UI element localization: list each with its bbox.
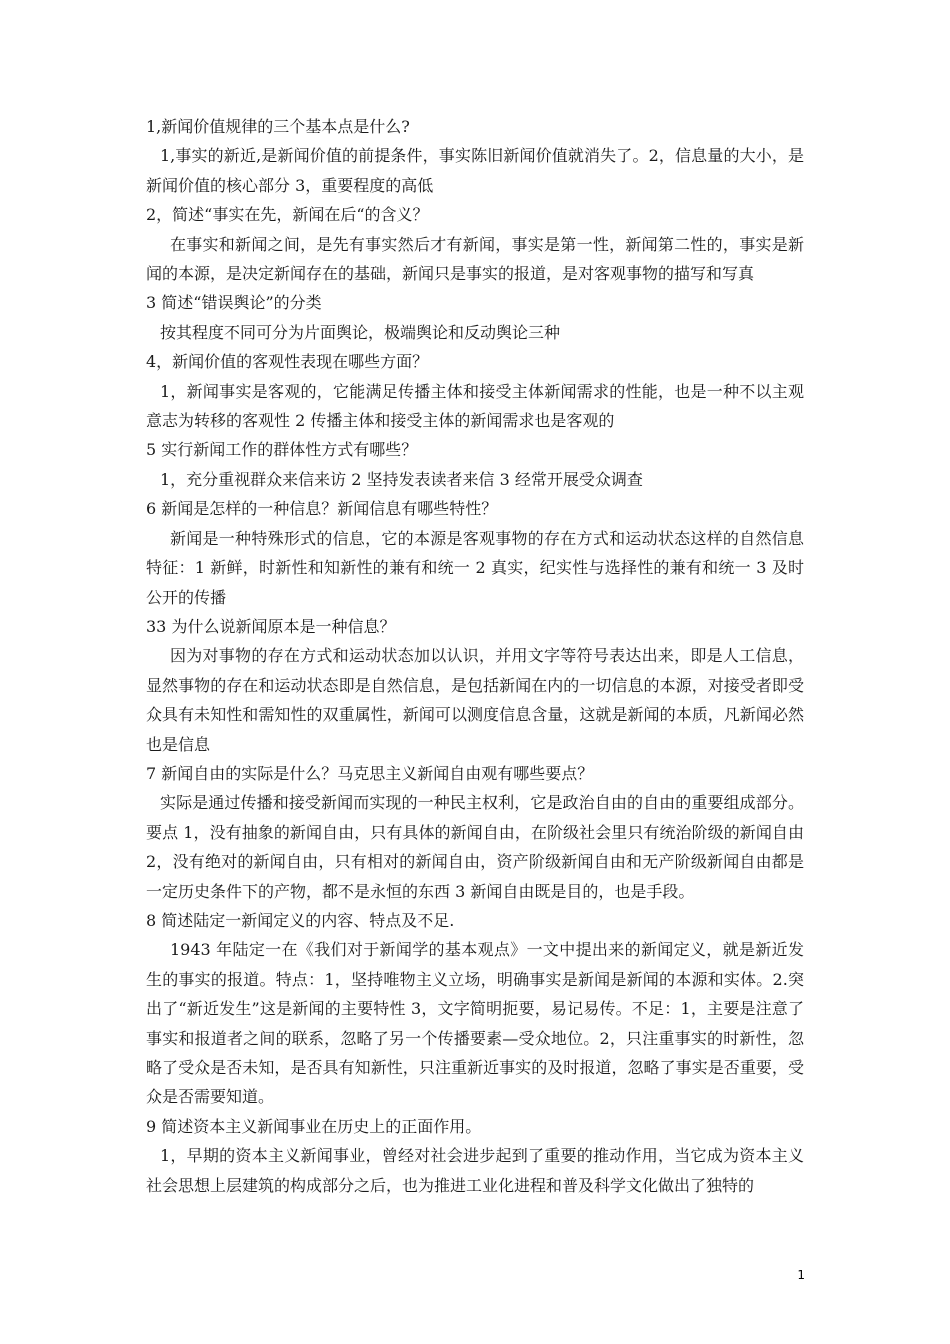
question-heading: 3 简述“错误舆论”的分类 — [146, 293, 322, 313]
answer-paragraph: 1，新闻事实是客观的，它能满足传播主体和接受主体新闻需求的性能，也是一种不以主观意志为转移的客观性 2 传播主体和接受主体的新闻需求也是客观的 — [146, 381, 804, 431]
answer-paragraph: 按其程度不同可分为片面舆论，极端舆论和反动舆论三种 — [160, 322, 561, 342]
question-heading: 33 为什么说新闻原本是一种信息？ — [146, 616, 396, 636]
question-heading: 5 实行新闻工作的群体性方式有哪些？ — [146, 440, 418, 460]
question-heading: 1,新闻价值规律的三个基本点是什么? — [146, 117, 410, 136]
question-heading: 6 新闻是怎样的一种信息？新闻信息有哪些特性？ — [146, 499, 498, 519]
answer-paragraph: 1，早期的资本主义新闻事业，曾经对社会进步起到了重要的推动作用，当它成为资本主义社会思想上层建筑的构成部分之后，也为推进工业化进程和普及科学文化做出了独特的 — [146, 1146, 804, 1195]
answer-paragraph: 在事实和新闻之间，是先有事实然后才有新闻，事实是第一性，新闻第二性的，事实是新闻的本源，是决定新闻存在的基础，新闻只是事实的报道，是对客观事物的描写和写真 — [146, 234, 804, 284]
answer-paragraph: 1，充分重视群众来信来访 2 坚持发表读者来信 3 经常开展受众调查 — [160, 469, 643, 489]
answer-paragraph: 1943 年陆定一在《我们对于新闻学的基本观点》一文中提出来的新闻定义，就是新近发生的事实的报道。特点：1，坚持唯物主义立场，明确事实是新闻是新闻的本源和实体。2.突出了“新近发生”这是新闻的主要特性 3，文字简明扼要，易记易传。不足：1，主要是注意了事实和报道者之间的联系，忽略了另一个传播要素—受众地位。2，只注重事实的时新性，忽略了受众是否未知，是否具有知新性，只注重新近事实的及时报道，忽略了事实是否重要，受众是否需要知道。 — [146, 940, 804, 1107]
question-heading: 4，新闻价值的客观性表现在哪些方面？ — [146, 352, 429, 372]
answer-paragraph: 新闻是一种特殊形式的信息，它的本源是客观事物的存在方式和运动状态这样的自然信息 特征：1 新鲜，时新性和知新性的兼有和统一 2 真实，纪实性与选择性的兼有和统一 3 及时公开的传播 — [146, 528, 804, 607]
answer-paragraph: 1,事实的新近,是新闻价值的前提条件，事实陈旧新闻价值就消失了。2，信息量的大小，是新闻价值的核心部分 3，重要程度的高低 — [146, 146, 804, 195]
question-heading: 8 简述陆定一新闻定义的内容、特点及不足. — [146, 910, 455, 930]
question-heading: 2，简述“事实在先，新闻在后“的含义？ — [146, 205, 429, 225]
question-heading: 7 新闻自由的实际是什么？马克思主义新闻自由观有哪些要点？ — [146, 763, 594, 783]
question-heading: 9 简述资本主义新闻事业在历史上的正面作用。 — [146, 1116, 482, 1136]
page-number: 1 — [797, 1268, 805, 1282]
answer-paragraph: 实际是通过传播和接受新闻而实现的一种民主权利，它是政治自由的自由的重要组成部分。要点 1，没有抽象的新闻自由，只有具体的新闻自由，在阶级社会里只有统治阶级的新闻自由 2，没有绝对的新闻自由，只有相对的新闻自由，资产阶级新闻自由和无产阶级新闻自由都是一定历史条件下的产物，都不是永恒的东西 3 新闻自由既是目的，也是手段。 — [146, 793, 804, 901]
document-body — [146, 112, 804, 1200]
answer-paragraph: 因为对事物的存在方式和运动状态加以认识，并用文字等符号表达出来，即是人工信息，显然事物的存在和运动状态即是自然信息，是包括新闻在内的一切信息的本源，对接受者即受众具有未知性和需知性的双重属性，新闻可以测度信息含量，这就是新闻的本质，凡新闻必然也是信息 — [146, 646, 804, 754]
